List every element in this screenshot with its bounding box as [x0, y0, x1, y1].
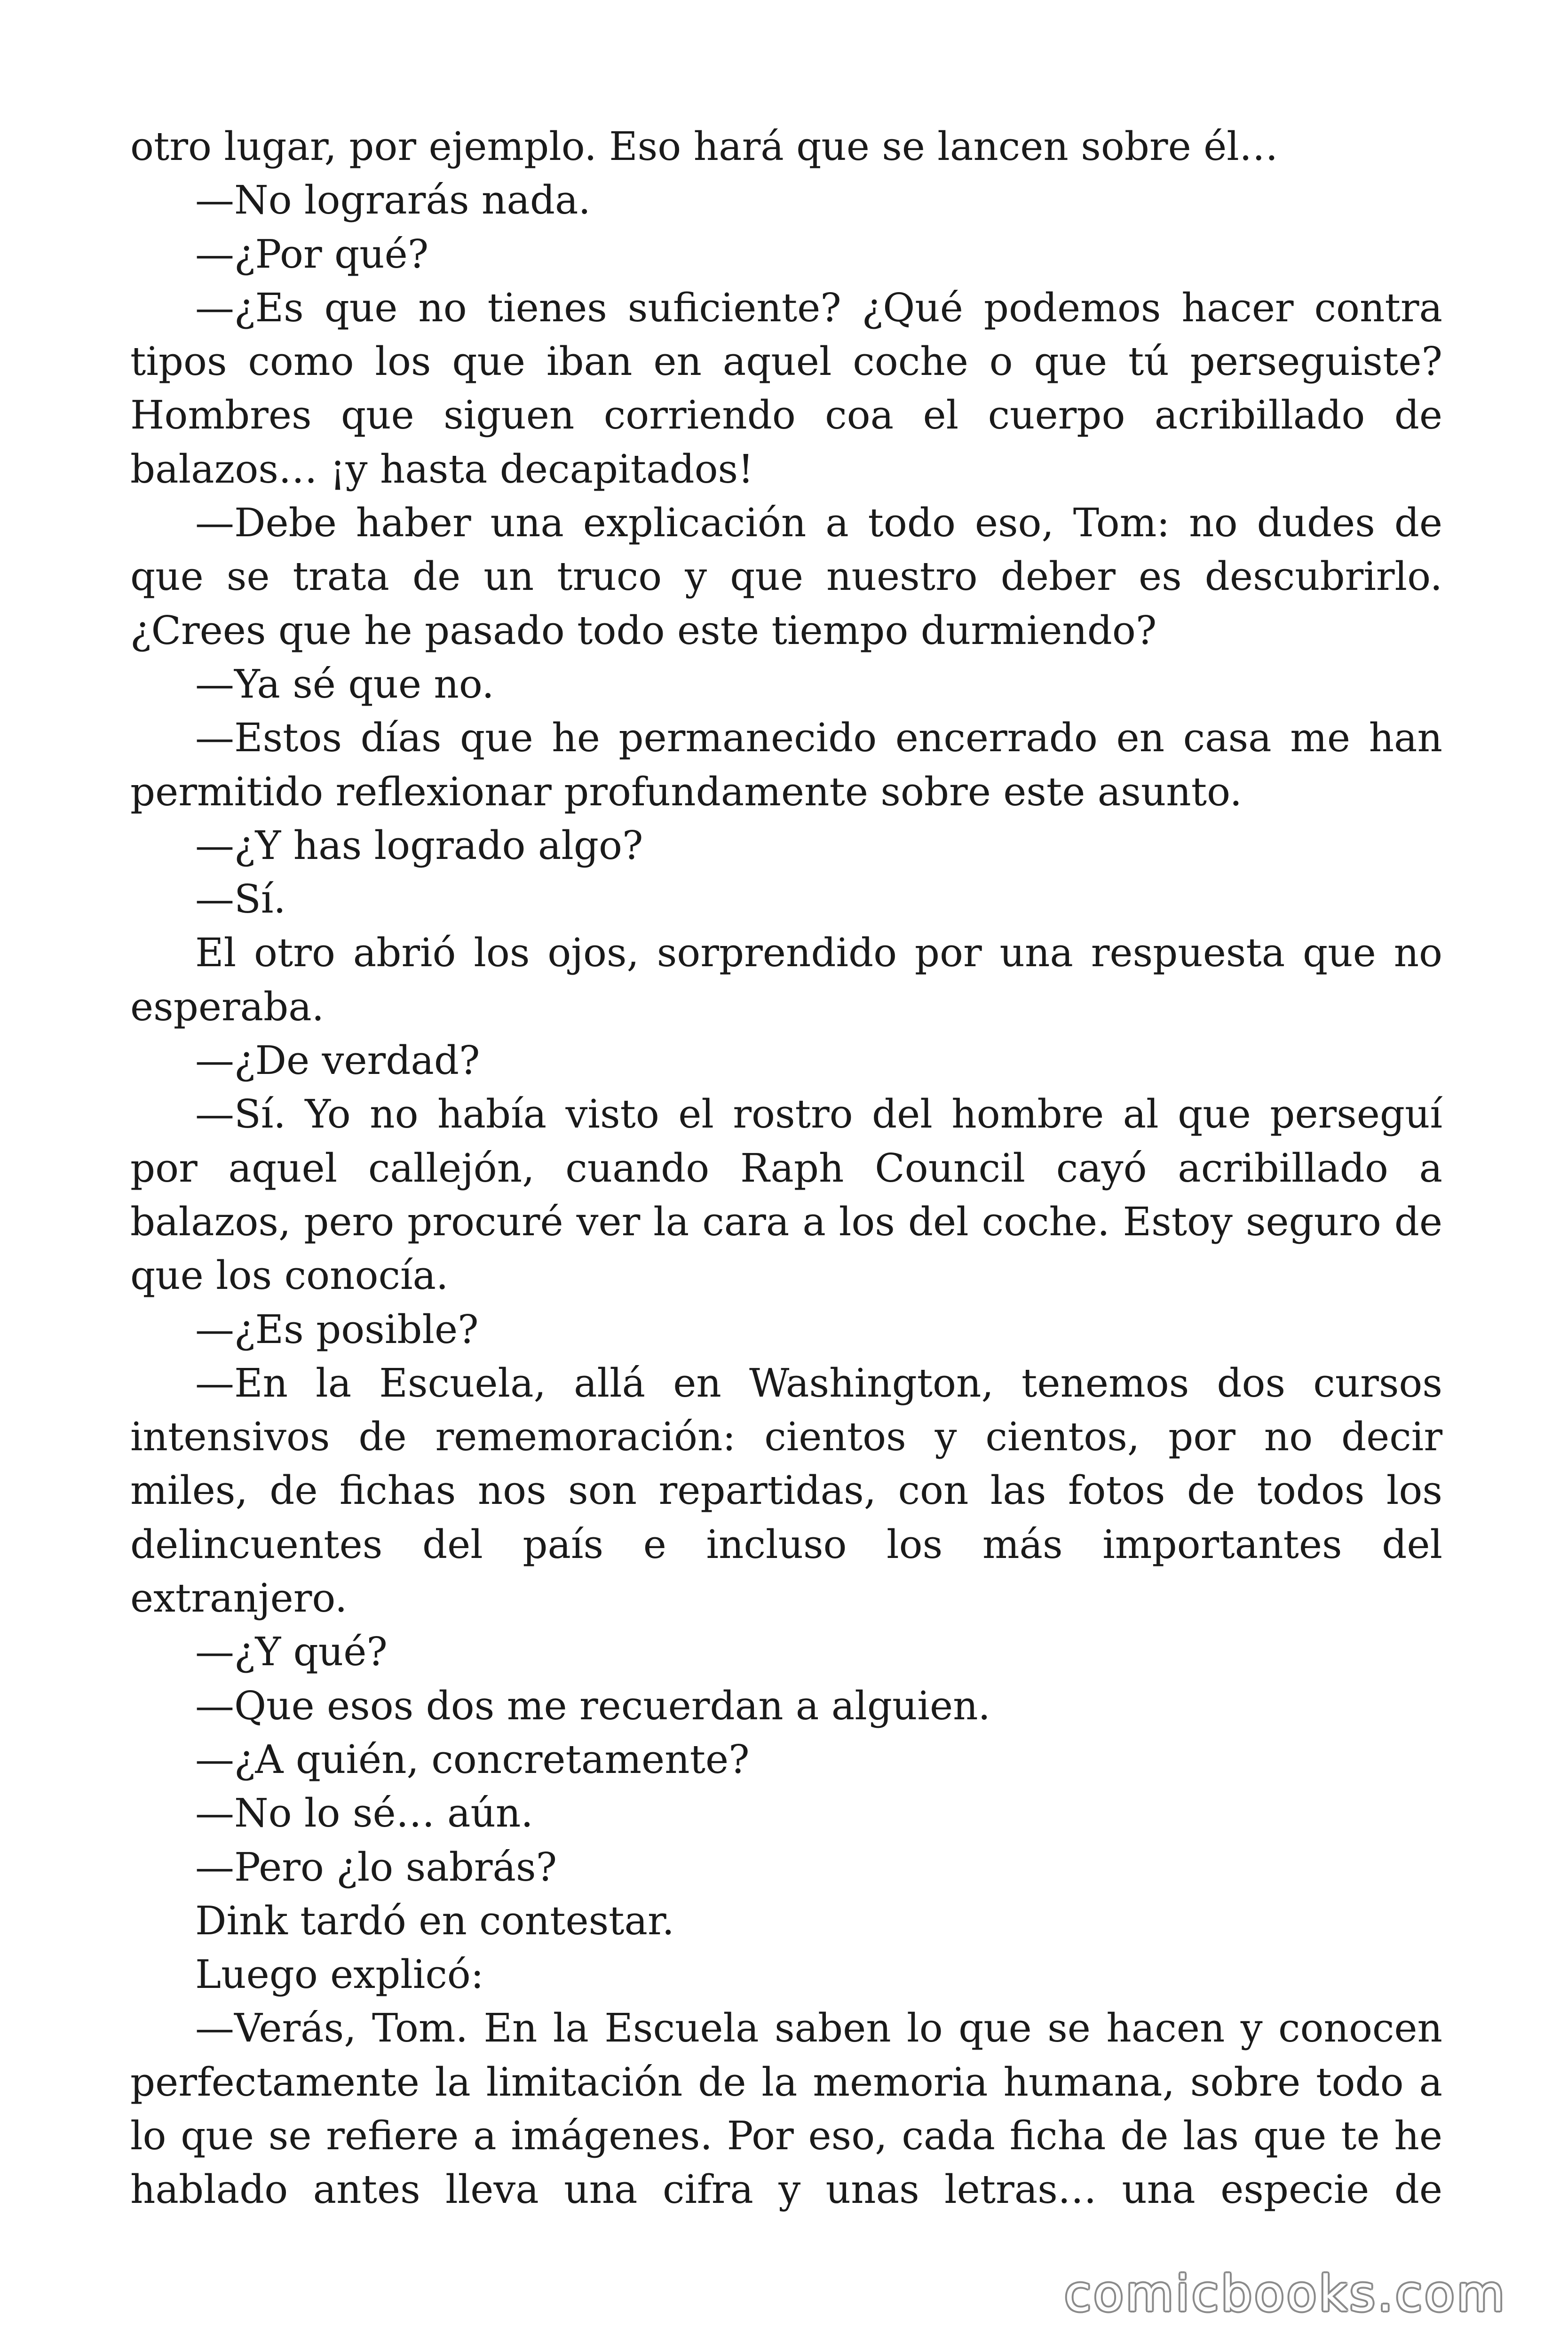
paragraph: —¿Es que no tienes suficiente? ¿Qué podemos hacer contra tipos como los que iban en aquel coche o que tú perseguiste? Hombres que siguen corriendo coa el cuerpo acribillado de balazos… ¡y hasta decapitados!: [130, 285, 1442, 492]
paragraph: —No lograrás nada.: [195, 177, 591, 223]
paragraph: —Ya sé que no.: [195, 661, 494, 707]
paragraph: —Que esos dos me recuerdan a alguien.: [195, 1683, 990, 1729]
paragraph: —Pero ¿lo sabrás?: [195, 1844, 557, 1890]
paragraph: —¿A quién, concretamente?: [195, 1736, 750, 1782]
paragraph: —¿Y has logrado algo?: [195, 822, 643, 868]
paragraph: —Estos días que he permanecido encerrado en casa me han permitido reflexionar profundamente sobre este asunto.: [130, 715, 1442, 815]
paragraph: Luego explicó:: [195, 1952, 484, 1998]
paragraph: —¿Por qué?: [195, 231, 429, 277]
paragraph: —¿Y qué?: [195, 1629, 388, 1675]
paragraph: —Debe haber una explicación a todo eso, Tom: no dudes de que se trata de un truco y que nuestro deber es descubrirlo. ¿Crees que he pasado todo este tiempo durmiendo?: [130, 500, 1442, 653]
book-page-text: [130, 120, 1442, 2217]
watermark: comicbooks.com: [1064, 2265, 1507, 2322]
paragraph: —En la Escuela, allá en Washington, tenemos dos cursos intensivos de rememoración: cientos y cientos, por no decir miles, de fichas nos son repartidas, con las fotos de todos los delincuentes del país e incluso los más importantes del extranjero.: [130, 1360, 1442, 1621]
paragraph: —¿Es posible?: [195, 1306, 479, 1352]
paragraph: Dink tardó en contestar.: [195, 1898, 674, 1944]
paragraph: —¿De verdad?: [195, 1038, 480, 1084]
paragraph: —No lo sé… aún.: [195, 1790, 533, 1836]
paragraph: —Sí.: [195, 876, 286, 922]
paragraph-continues: —Verás, Tom. En la Escuela saben lo que se hacen y conocen perfectamente la limitación de la memoria humana, sobre todo a lo que se refiere a imágenes. Por eso, cada ficha de las que te he hablado antes lleva una cifra y unas letras… una especie de: [130, 2005, 1442, 2213]
paragraph-continued: otro lugar, por ejemplo. Eso hará que se lancen sobre él…: [130, 124, 1278, 169]
paragraph: El otro abrió los ojos, sorprendido por una respuesta que no esperaba.: [130, 930, 1442, 1030]
paragraph: —Sí. Yo no había visto el rostro del hombre al que perseguí por aquel callejón, cuando Raph Council cayó acribillado a balazos, pero procuré ver la cara a los del coche. Estoy seguro de que los conocía.: [130, 1091, 1442, 1299]
